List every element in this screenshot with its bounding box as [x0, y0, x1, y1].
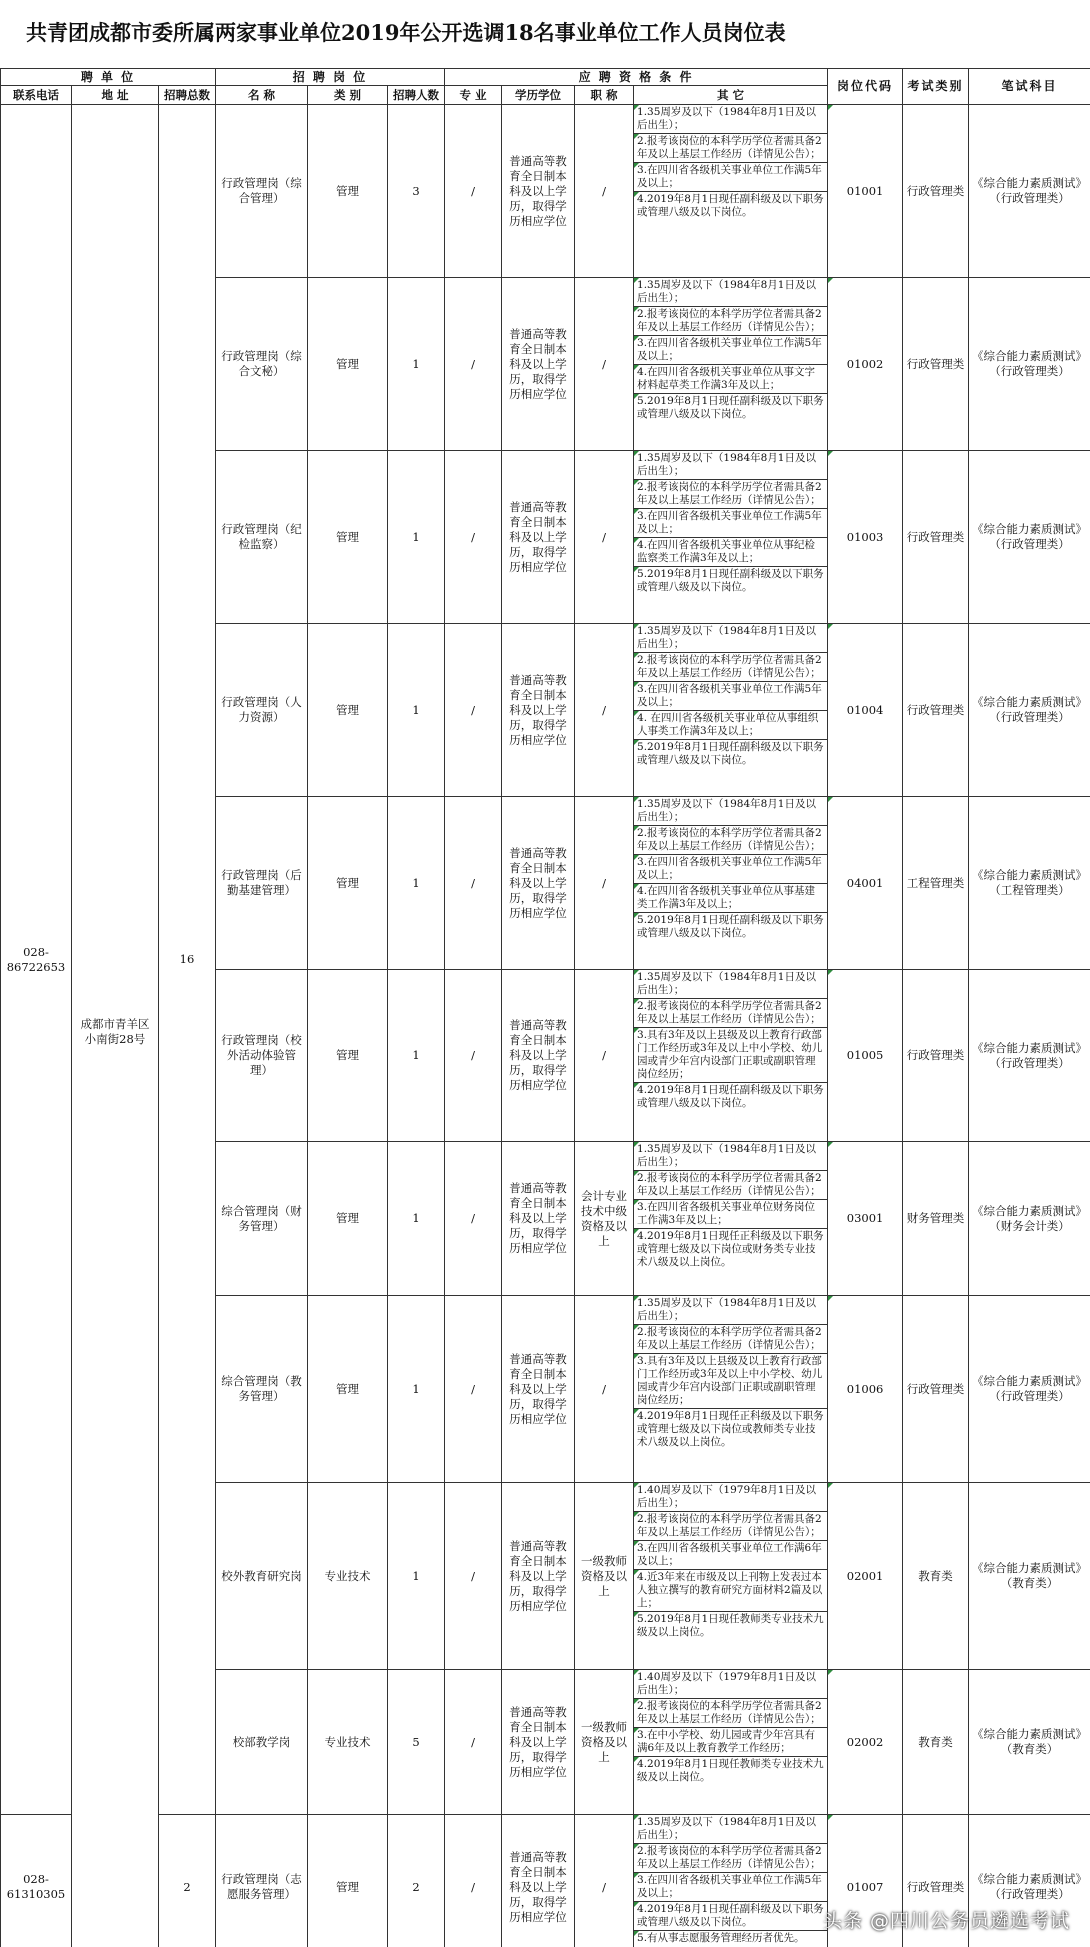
condition-item: 2.报考该岗位的本科学历学位者需具备2年及以上基层工作经历（详情见公告）； — [634, 999, 827, 1028]
condition-item: 4.2019年8月1日现任副科级及以下职务或管理八级及以下岗位。 — [634, 192, 827, 220]
post-major: / — [445, 1296, 502, 1483]
post-category: 管理 — [308, 1142, 388, 1296]
other-conditions-list — [634, 1670, 827, 1785]
post-code: 02002 — [828, 1670, 903, 1815]
post-other-conditions — [634, 1815, 828, 1947]
post-count: 1 — [388, 1142, 445, 1296]
condition-item: 2.报考该岗位的本科学历学位者需具备2年及以上基层工作经历（详情见公告）； — [634, 1699, 827, 1728]
condition-item: 1.35周岁及以下（1984年8月1日及以后出生）； — [634, 451, 827, 480]
post-other-conditions — [634, 1483, 828, 1670]
post-major: / — [445, 1670, 502, 1815]
positions-table — [0, 68, 1090, 1947]
condition-item: 2.报考该岗位的本科学历学位者需具备2年及以上基层工作经历（详情见公告）； — [634, 480, 827, 509]
post-degree: 普通高等教育全日制本科及以上学历，取得学历相应学位 — [502, 278, 575, 451]
header-degree: 学历学位 — [502, 86, 575, 105]
post-count: 1 — [388, 970, 445, 1142]
other-conditions-list — [634, 624, 827, 768]
post-name: 校部教学岗 — [216, 1670, 308, 1815]
post-degree: 普通高等教育全日制本科及以上学历，取得学历相应学位 — [502, 105, 575, 278]
post-category: 专业技术 — [308, 1483, 388, 1670]
condition-item: 2.报考该岗位的本科学历学位者需具备2年及以上基层工作经历（详情见公告）； — [634, 1512, 827, 1541]
post-exam-type: 行政管理类 — [903, 278, 969, 451]
page-title: 共青团成都市委所属两家事业单位2019年公开选调18名事业单位工作人员岗位表 — [0, 0, 1090, 66]
post-title: 一级教师资格及以上 — [575, 1670, 634, 1815]
condition-item: 1.40周岁及以下（1979年8月1日及以后出生）； — [634, 1483, 827, 1512]
header-name: 名 称 — [216, 86, 308, 105]
header-address: 地 址 — [72, 86, 159, 105]
post-name: 综合管理岗（财务管理） — [216, 1142, 308, 1296]
condition-item: 5.2019年8月1日现任副科级及以下职务或管理八级及以下岗位。 — [634, 913, 827, 941]
post-degree: 普通高等教育全日制本科及以上学历，取得学历相应学位 — [502, 624, 575, 797]
post-other-conditions — [634, 1296, 828, 1483]
post-code: 01001 — [828, 105, 903, 278]
post-title: 会计专业技术中级资格及以上 — [575, 1142, 634, 1296]
condition-item: 4.2019年8月1日现任教师类专业技术九级及以上岗位。 — [634, 1757, 827, 1785]
post-category: 管理 — [308, 105, 388, 278]
post-count: 2 — [388, 1815, 445, 1947]
condition-item: 4. 在四川省各级机关事业单位从事组织人事类工作满3年及以上； — [634, 711, 827, 740]
watermark: 头条 @四川公务员遴选考试 — [822, 1910, 1070, 1932]
condition-item: 3.具有3年及以上县级及以上教育行政部门工作经历或3年及以上中小学校、幼儿园或青少年宫内设部门正职或副职管理岗位经历； — [634, 1028, 827, 1083]
post-code: 02001 — [828, 1483, 903, 1670]
post-subject: 《综合能力素质测试》（行政管理类） — [969, 1296, 1090, 1483]
post-name: 校外教育研究岗 — [216, 1483, 308, 1670]
other-conditions-list — [634, 278, 827, 422]
header-category: 类 别 — [308, 86, 388, 105]
post-subject: 《综合能力素质测试》（教育类） — [969, 1483, 1090, 1670]
condition-item: 1.35周岁及以下（1984年8月1日及以后出生）； — [634, 105, 827, 134]
post-major: / — [445, 1483, 502, 1670]
condition-item: 4.2019年8月1日现任正科级及以下职务或管理七级及以下岗位或教师类专业技术八级及以上岗位。 — [634, 1409, 827, 1450]
post-title: / — [575, 797, 634, 970]
post-degree: 普通高等教育全日制本科及以上学历，取得学历相应学位 — [502, 1483, 575, 1670]
post-other-conditions — [634, 797, 828, 970]
other-conditions-list — [634, 1142, 827, 1270]
post-subject: 《综合能力素质测试》（教育类） — [969, 1670, 1090, 1815]
condition-item: 3.在四川省各级机关事业单位工作满5年及以上； — [634, 682, 827, 711]
condition-item: 2.报考该岗位的本科学历学位者需具备2年及以上基层工作经历（详情见公告）； — [634, 1844, 827, 1873]
post-degree: 普通高等教育全日制本科及以上学历，取得学历相应学位 — [502, 1670, 575, 1815]
post-name: 行政管理岗（综合文秘） — [216, 278, 308, 451]
condition-item: 2.报考该岗位的本科学历学位者需具备2年及以上基层工作经历（详情见公告）； — [634, 134, 827, 163]
other-conditions-list — [634, 1815, 827, 1946]
post-other-conditions — [634, 278, 828, 451]
post-code: 01006 — [828, 1296, 903, 1483]
condition-item: 2.报考该岗位的本科学历学位者需具备2年及以上基层工作经历（详情见公告）； — [634, 653, 827, 682]
post-category: 管理 — [308, 797, 388, 970]
header-exam: 考试类别 — [903, 69, 969, 105]
post-title: / — [575, 1815, 634, 1947]
condition-item: 3.在四川省各级机关事业单位工作满5年及以上； — [634, 163, 827, 192]
table-row — [1, 105, 1090, 278]
post-category: 管理 — [308, 624, 388, 797]
header-row-1 — [1, 69, 1090, 86]
post-code: 01004 — [828, 624, 903, 797]
post-major: / — [445, 278, 502, 451]
post-subject: 《综合能力素质测试》（财务会计类） — [969, 1142, 1090, 1296]
condition-item: 3.在四川省各级机关事业单位工作满5年及以上； — [634, 509, 827, 538]
other-conditions-list — [634, 797, 827, 941]
condition-item: 1.35周岁及以下（1984年8月1日及以后出生）； — [634, 624, 827, 653]
post-major: / — [445, 970, 502, 1142]
post-category: 专业技术 — [308, 1670, 388, 1815]
post-count: 1 — [388, 1296, 445, 1483]
post-code: 01007 — [828, 1815, 903, 1947]
condition-item: 1.40周岁及以下（1979年8月1日及以后出生）； — [634, 1670, 827, 1699]
condition-item: 2.报考该岗位的本科学历学位者需具备2年及以上基层工作经历（详情见公告）； — [634, 307, 827, 336]
condition-item: 3.具有3年及以上县级及以上教育行政部门工作经历或3年及以上中小学校、幼儿园或青少年宫内设部门正职或副职管理岗位经历； — [634, 1354, 827, 1409]
post-category: 管理 — [308, 1296, 388, 1483]
post-category: 管理 — [308, 278, 388, 451]
post-exam-type: 工程管理类 — [903, 797, 969, 970]
post-degree: 普通高等教育全日制本科及以上学历，取得学历相应学位 — [502, 1296, 575, 1483]
condition-item: 4.在四川省各级机关事业单位从事纪检监察类工作满3年及以上； — [634, 538, 827, 567]
condition-item: 5.2019年8月1日现任副科级及以下职务或管理八级及以下岗位。 — [634, 567, 827, 595]
condition-item: 4.2019年8月1日现任副科级及以下职务或管理八级及以下岗位。 — [634, 1902, 827, 1931]
post-exam-type: 教育类 — [903, 1483, 969, 1670]
condition-item: 1.35周岁及以下（1984年8月1日及以后出生）； — [634, 278, 827, 307]
post-subject: 《综合能力素质测试》（行政管理类） — [969, 451, 1090, 624]
post-major: / — [445, 105, 502, 278]
post-count: 1 — [388, 451, 445, 624]
post-code: 01002 — [828, 278, 903, 451]
post-exam-type: 行政管理类 — [903, 970, 969, 1142]
condition-item: 3.在四川省各级机关事业单位工作满6年及以上； — [634, 1541, 827, 1570]
post-major: / — [445, 797, 502, 970]
post-degree: 普通高等教育全日制本科及以上学历，取得学历相应学位 — [502, 1142, 575, 1296]
other-conditions-list — [634, 1483, 827, 1640]
post-title: / — [575, 451, 634, 624]
condition-item: 4.近3年来在市级及以上刊物上发表过本人独立撰写的教育研究方面材料2篇及以上； — [634, 1570, 827, 1612]
post-degree: 普通高等教育全日制本科及以上学历，取得学历相应学位 — [502, 970, 575, 1142]
post-category: 管理 — [308, 970, 388, 1142]
condition-item: 1.35周岁及以下（1984年8月1日及以后出生）； — [634, 1815, 827, 1844]
positions-body — [1, 105, 1090, 1947]
condition-item: 4.2019年8月1日现任正科级及以下职务或管理七级及以下岗位或财务类专业技术八级及以上岗位。 — [634, 1229, 827, 1270]
other-conditions-list — [634, 105, 827, 220]
other-conditions-list — [634, 970, 827, 1111]
post-other-conditions — [634, 624, 828, 797]
post-title: / — [575, 624, 634, 797]
post-code: 01003 — [828, 451, 903, 624]
post-major: / — [445, 624, 502, 797]
post-other-conditions — [634, 970, 828, 1142]
post-subject: 《综合能力素质测试》（行政管理类） — [969, 624, 1090, 797]
condition-item: 5.2019年8月1日现任教师类专业技术九级及以上岗位。 — [634, 1612, 827, 1640]
post-category: 管理 — [308, 1815, 388, 1947]
header-other: 其 它 — [634, 86, 828, 105]
post-count: 3 — [388, 105, 445, 278]
post-name: 综合管理岗（教务管理） — [216, 1296, 308, 1483]
condition-item: 4.在四川省各级机关事业单位从事基建类工作满3年及以上； — [634, 884, 827, 913]
post-subject: 《综合能力素质测试》（行政管理类） — [969, 1815, 1090, 1947]
condition-item: 2.报考该岗位的本科学历学位者需具备2年及以上基层工作经历（详情见公告）； — [634, 1325, 827, 1354]
post-subject: 《综合能力素质测试》（工程管理类） — [969, 797, 1090, 970]
condition-item: 1.35周岁及以下（1984年8月1日及以后出生）； — [634, 970, 827, 999]
condition-item: 4.2019年8月1日现任副科级及以下职务或管理八级及以下岗位。 — [634, 1083, 827, 1111]
post-other-conditions — [634, 1670, 828, 1815]
post-exam-type: 行政管理类 — [903, 451, 969, 624]
positions-sheet — [0, 68, 1090, 1947]
post-title: / — [575, 278, 634, 451]
condition-item: 3.在四川省各级机关事业单位工作满5年及以上； — [634, 1873, 827, 1902]
post-title: / — [575, 1296, 634, 1483]
header-count: 招聘人数 — [388, 86, 445, 105]
post-exam-type: 教育类 — [903, 1670, 969, 1815]
post-title: / — [575, 970, 634, 1142]
unit-total: 2 — [159, 1815, 216, 1947]
other-conditions-list — [634, 451, 827, 595]
post-name: 行政管理岗（纪检监察） — [216, 451, 308, 624]
unit-total: 16 — [159, 105, 216, 1815]
post-count: 1 — [388, 797, 445, 970]
condition-item: 3.在四川省各级机关事业单位工作满5年及以上； — [634, 336, 827, 365]
header-subject: 笔试科目 — [969, 69, 1090, 105]
post-major: / — [445, 451, 502, 624]
unit-phone: 028-86722653 — [1, 105, 72, 1815]
condition-item: 1.35周岁及以下（1984年8月1日及以后出生）； — [634, 797, 827, 826]
condition-item: 2.报考该岗位的本科学历学位者需具备2年及以上基层工作经历（详情见公告）； — [634, 826, 827, 855]
header-code: 岗位代码 — [828, 69, 903, 105]
condition-item: 5.有从事志愿服务管理经历者优先。 — [634, 1931, 827, 1946]
header-conditions-group: 应 聘 资 格 条 件 — [445, 69, 828, 86]
post-code: 03001 — [828, 1142, 903, 1296]
post-title: / — [575, 105, 634, 278]
post-name: 行政管理岗（校外活动体验管理） — [216, 970, 308, 1142]
post-degree: 普通高等教育全日制本科及以上学历，取得学历相应学位 — [502, 797, 575, 970]
header-major: 专 业 — [445, 86, 502, 105]
post-exam-type: 行政管理类 — [903, 105, 969, 278]
post-name: 行政管理岗（志愿服务管理） — [216, 1815, 308, 1947]
post-major: / — [445, 1142, 502, 1296]
post-exam-type: 行政管理类 — [903, 624, 969, 797]
post-count: 5 — [388, 1670, 445, 1815]
post-other-conditions — [634, 451, 828, 624]
post-subject: 《综合能力素质测试》（行政管理类） — [969, 278, 1090, 451]
post-count: 1 — [388, 624, 445, 797]
header-post-group: 招 聘 岗 位 — [216, 69, 445, 86]
unit-address: 成都市青羊区小南街28号 — [72, 105, 159, 1947]
post-major: / — [445, 1815, 502, 1947]
header-total: 招聘总数 — [159, 86, 216, 105]
post-name: 行政管理岗（综合管理） — [216, 105, 308, 278]
condition-item: 3.在四川省各级机关事业单位财务岗位工作满3年及以上； — [634, 1200, 827, 1229]
post-code: 04001 — [828, 797, 903, 970]
post-name: 行政管理岗（后勤基建管理） — [216, 797, 308, 970]
post-degree: 普通高等教育全日制本科及以上学历，取得学历相应学位 — [502, 451, 575, 624]
condition-item: 1.35周岁及以下（1984年8月1日及以后出生）； — [634, 1296, 827, 1325]
post-code: 01005 — [828, 970, 903, 1142]
post-name: 行政管理岗（人力资源） — [216, 624, 308, 797]
post-exam-type: 行政管理类 — [903, 1296, 969, 1483]
condition-item: 5.2019年8月1日现任副科级及以下职务或管理八级及以下岗位。 — [634, 394, 827, 422]
post-count: 1 — [388, 1483, 445, 1670]
post-other-conditions — [634, 105, 828, 278]
condition-item: 5.2019年8月1日现任副科级及以下职务或管理八级及以下岗位。 — [634, 740, 827, 768]
post-title: 一级教师资格及以上 — [575, 1483, 634, 1670]
post-subject: 《综合能力素质测试》（行政管理类） — [969, 970, 1090, 1142]
other-conditions-list — [634, 1296, 827, 1450]
condition-item: 3.在中小学校、幼儿园或青少年宫具有满6年及以上教育教学工作经历； — [634, 1728, 827, 1757]
post-subject: 《综合能力素质测试》（行政管理类） — [969, 105, 1090, 278]
header-unit-group: 聘 单 位 — [1, 69, 216, 86]
post-degree: 普通高等教育全日制本科及以上学历，取得学历相应学位 — [502, 1815, 575, 1947]
unit-phone: 028-61310305 — [1, 1815, 72, 1947]
post-other-conditions — [634, 1142, 828, 1296]
condition-item: 1.35周岁及以下（1984年8月1日及以后出生）； — [634, 1142, 827, 1171]
condition-item: 2.报考该岗位的本科学历学位者需具备2年及以上基层工作经历（详情见公告）； — [634, 1171, 827, 1200]
post-exam-type: 财务管理类 — [903, 1142, 969, 1296]
post-count: 1 — [388, 278, 445, 451]
header-title: 职 称 — [575, 86, 634, 105]
condition-item: 4.在四川省各级机关事业单位从事文字材料起草类工作满3年及以上； — [634, 365, 827, 394]
post-category: 管理 — [308, 451, 388, 624]
header-phone: 联系电话 — [1, 86, 72, 105]
post-exam-type: 行政管理类 — [903, 1815, 969, 1947]
condition-item: 3.在四川省各级机关事业单位工作满5年及以上； — [634, 855, 827, 884]
